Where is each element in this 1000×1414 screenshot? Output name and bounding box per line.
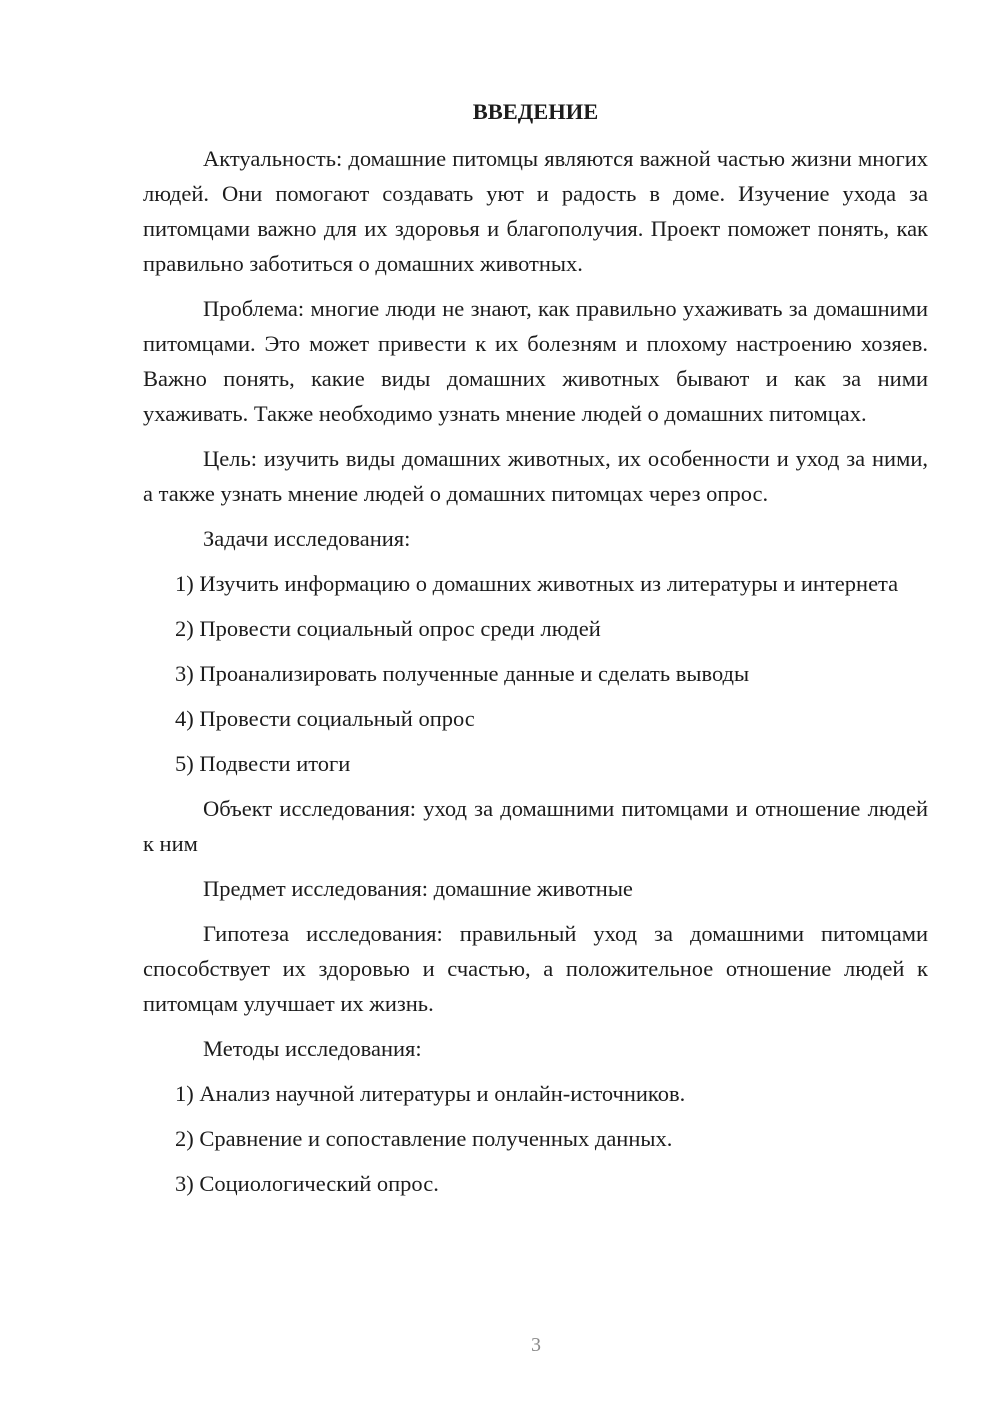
relevance-paragraph: Актуальность: домашние питомцы являются важной частью жизни многих людей. Они помогают создавать уют и радость в доме. Изучение ухода за питомцами важно для их здоровья и благополучия. Проект поможет понять, как правильно заботиться о домашних животных. xyxy=(143,146,928,276)
method-item-3: 3) Социологический опрос. xyxy=(175,1171,439,1196)
page-number: 3 xyxy=(531,1334,541,1356)
hypothesis-paragraph: Гипотеза исследования: правильный уход за домашними питомцами способствует их здоровью и счастью, а положительное отношение людей к питомцам улучшает их жизнь. xyxy=(143,921,928,1016)
goal-paragraph: Цель: изучить виды домашних животных, их особенности и уход за ними, а также узнать мнение людей о домашних питомцах через опрос. xyxy=(143,446,928,506)
tasks-heading: Задачи исследования: xyxy=(203,526,411,551)
method-item-2: 2) Сравнение и сопоставление полученных данных. xyxy=(175,1126,673,1151)
page-content xyxy=(143,94,928,1211)
task-item-2: 2) Провести социальный опрос среди людей xyxy=(175,616,601,641)
methods-heading: Методы исследования: xyxy=(203,1036,422,1061)
task-item-5: 5) Подвести итоги xyxy=(175,751,351,776)
task-item-1: 1) Изучить информацию о домашних животных из литературы и интернета xyxy=(175,571,899,596)
subject-line: Предмет исследования: домашние животные xyxy=(203,876,633,901)
task-item-3: 3) Проанализировать полученные данные и сделать выводы xyxy=(175,661,750,686)
problem-paragraph: Проблема: многие люди не знают, как правильно ухаживать за домашними питомцами. Это может привести к их болезням и плохому настроению хозяев. Важно понять, какие виды домашних животных бывают и как за ними ухаживать. Также необходимо узнать мнение людей о домашних питомцах. xyxy=(143,296,928,426)
task-item-4: 4) Провести социальный опрос xyxy=(175,706,475,731)
method-item-1: 1) Анализ научной литературы и онлайн-источников. xyxy=(175,1081,686,1106)
section-title: ВВЕДЕНИЕ xyxy=(472,99,599,124)
object-paragraph: Объект исследования: уход за домашними питомцами и отношение людей к ним xyxy=(143,796,928,856)
